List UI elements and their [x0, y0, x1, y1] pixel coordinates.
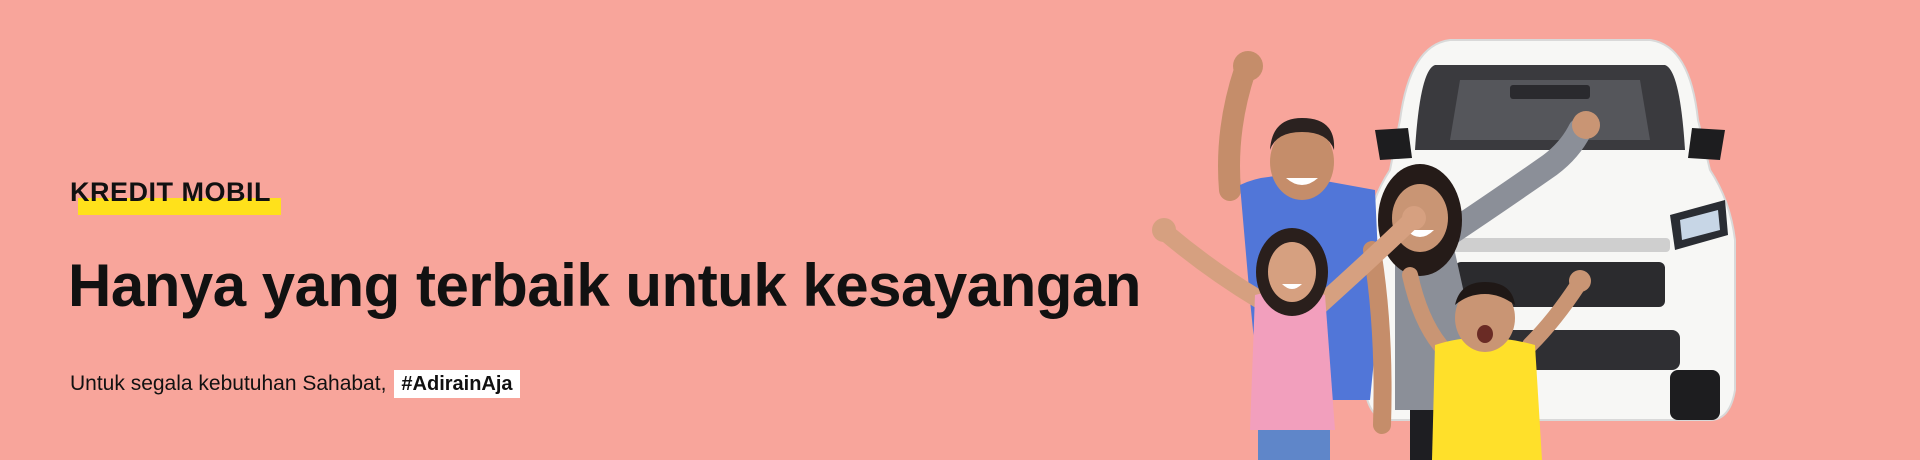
- subline: [70, 370, 520, 398]
- headline: Hanya yang terbaik untuk kesayangan: [68, 252, 1141, 319]
- subline-text: Untuk segala kebutuhan Sahabat,: [70, 372, 387, 395]
- family-car-illustration: [1150, 0, 1850, 460]
- eyebrow-text: KREDIT MOBIL: [70, 177, 271, 207]
- eyebrow-label: [70, 176, 273, 206]
- hashtag-badge: #AdirainAja: [394, 370, 519, 398]
